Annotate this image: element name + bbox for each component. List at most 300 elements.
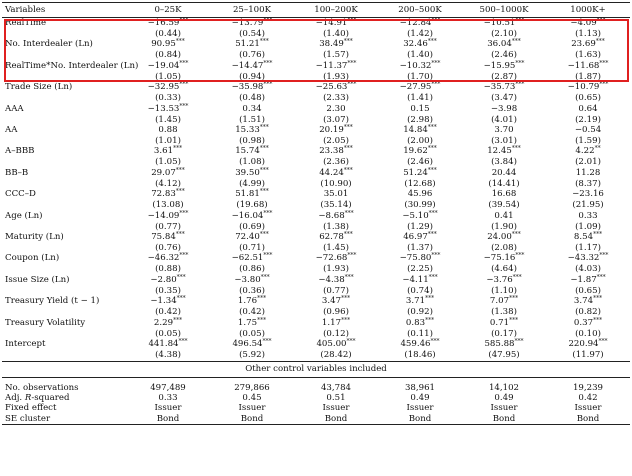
standard-error: (2.10) xyxy=(491,29,517,39)
se-row-treasury-volatility xyxy=(2,329,630,339)
coefficient-value: −10.32 xyxy=(399,60,432,71)
standard-error: (4.38) xyxy=(155,350,181,361)
coefficient xyxy=(126,189,210,200)
standard-error: (0.17) xyxy=(491,328,517,339)
coefficient-value: 36.04 xyxy=(487,39,512,50)
coefficient xyxy=(210,296,294,307)
standard-error: (2.00) xyxy=(407,136,433,147)
significance-stars: *** xyxy=(593,231,603,239)
coefficient xyxy=(210,318,294,329)
blank-cell xyxy=(2,115,126,125)
coefficient xyxy=(462,275,546,286)
significance-stars: *** xyxy=(259,38,269,46)
coefficient xyxy=(210,232,294,243)
standard-error: (0.77) xyxy=(155,221,181,232)
significance-stars: *** xyxy=(179,252,189,260)
significance-stars: *** xyxy=(427,124,437,132)
standard-error: (47.95) xyxy=(488,350,520,361)
standard-error: (5.92) xyxy=(239,350,265,361)
significance-stars: *** xyxy=(599,252,609,260)
coefficient xyxy=(294,253,378,264)
header-col-0-25k: 0–25K xyxy=(126,3,210,18)
significance-stars: *** xyxy=(347,252,357,260)
significance-stars: *** xyxy=(509,295,519,303)
standard-error: (4.01) xyxy=(491,114,517,125)
standard-error: (28.42) xyxy=(320,350,352,361)
stat-value: 0.49 xyxy=(494,392,514,403)
standard-error: (0.12) xyxy=(323,328,349,339)
coefficient xyxy=(462,211,546,222)
coefficient-value: 0.37 xyxy=(573,317,594,328)
coefficient xyxy=(462,318,546,329)
coefficient xyxy=(294,39,378,50)
standard-error: (1.40) xyxy=(323,29,349,39)
coefficient-value: 8.54 xyxy=(573,232,594,243)
significance-stars: *** xyxy=(343,124,353,132)
se-row-ccc-d xyxy=(2,200,630,210)
coefficient-value: −14.47 xyxy=(231,60,264,71)
coefficient xyxy=(378,18,462,30)
coefficient-value: 12.45 xyxy=(487,146,512,157)
coefficient-value: −62.51 xyxy=(231,253,264,264)
variable-name: AA xyxy=(5,125,18,136)
stat-value: Issuer xyxy=(154,403,182,414)
standard-error: (2.36) xyxy=(323,157,349,168)
significance-stars: *** xyxy=(178,338,188,346)
stat-value: Issuer xyxy=(490,403,518,414)
variable-name: AAA xyxy=(5,103,24,114)
stat-value: 0.49 xyxy=(410,392,430,403)
coefficient-value: 23.38 xyxy=(319,146,344,157)
coefficient xyxy=(210,211,294,222)
stat-value: 0.33 xyxy=(158,392,178,403)
standard-error: (0.42) xyxy=(239,307,265,318)
coefficient xyxy=(294,104,378,115)
blank-cell xyxy=(2,264,126,274)
variable-name: RealTime*No. Interdealer (Ln) xyxy=(5,60,139,71)
significance-stars: *** xyxy=(593,316,603,324)
significance-stars: *** xyxy=(179,102,189,110)
stat-value: 0.51 xyxy=(326,392,346,403)
stat-value: Bond xyxy=(126,414,210,425)
stat-row-no-observations xyxy=(2,383,630,393)
coefficient-value: 19.62 xyxy=(403,146,428,157)
standard-error: (0.69) xyxy=(239,221,265,232)
significance-stars: *** xyxy=(344,273,354,281)
variable-name: Issue Size (Ln) xyxy=(5,274,70,285)
header-col-1000k-plus: 1000K+ xyxy=(546,3,630,18)
coefficient xyxy=(210,253,294,264)
standard-error: (2.87) xyxy=(491,71,517,82)
coefficient-value: 2.30 xyxy=(326,103,346,114)
standard-error: (1.37) xyxy=(407,243,433,254)
coefficient-value: −16.59 xyxy=(147,18,180,28)
coefficient-value: −8.68 xyxy=(318,210,345,221)
coefficient-value: −10.79 xyxy=(567,82,600,93)
se-row-realtime-no-interdealer-ln xyxy=(2,72,630,82)
stat-name: SE cluster xyxy=(2,414,126,425)
coefficient xyxy=(378,104,462,115)
significance-stars: *** xyxy=(431,59,441,67)
coefficient xyxy=(462,82,546,93)
coefficient xyxy=(378,296,462,307)
significance-stars: *** xyxy=(259,166,269,174)
regression-table-container xyxy=(2,2,630,425)
coefficient xyxy=(294,168,378,179)
coefficient-value: 72.40 xyxy=(235,232,260,243)
standard-error: (3.07) xyxy=(323,114,349,125)
variable-name: RealTime xyxy=(5,18,47,28)
standard-error: (4.64) xyxy=(491,264,517,275)
coefficient xyxy=(294,232,378,243)
standard-error: (0.94) xyxy=(239,71,265,82)
blank-cell xyxy=(2,350,126,361)
significance-stars: *** xyxy=(427,166,437,174)
significance-stars: *** xyxy=(346,338,356,346)
coefficient-value: 45.96 xyxy=(407,189,433,200)
significance-stars: *** xyxy=(430,338,440,346)
coefficient-value: 29.07 xyxy=(151,167,176,178)
standard-error: (0.35) xyxy=(155,285,181,296)
se-row-maturity-ln xyxy=(2,243,630,253)
coefficient xyxy=(462,253,546,264)
coefficient xyxy=(546,211,630,222)
row-age-ln xyxy=(2,211,630,222)
significance-stars: *** xyxy=(263,59,273,67)
significance-stars: *** xyxy=(515,81,525,89)
significance-stars: *** xyxy=(425,295,435,303)
coefficient xyxy=(546,253,630,264)
variable-name: Age (Ln) xyxy=(5,210,43,221)
header-col-25-100k: 25–100K xyxy=(210,3,294,18)
stat-value: 43,784 xyxy=(320,382,352,393)
significance-stars: *** xyxy=(599,81,609,89)
standard-error: (1.08) xyxy=(239,157,265,168)
significance-stars: *** xyxy=(427,145,437,153)
standard-error: (1.57) xyxy=(323,50,349,61)
header-variables: Variables xyxy=(2,3,126,18)
coefficient xyxy=(378,318,462,329)
coefficient xyxy=(294,18,378,30)
coefficient xyxy=(210,18,294,30)
coefficient-value: 0.33 xyxy=(578,210,598,221)
coefficient-value: 459.46 xyxy=(400,339,431,350)
coefficient xyxy=(546,18,630,30)
standard-error: (0.48) xyxy=(239,93,265,104)
coefficient-value: −16.04 xyxy=(231,210,264,221)
standard-error: (1.40) xyxy=(407,50,433,61)
coefficient-value: 0.83 xyxy=(405,317,426,328)
se-row-coupon-ln xyxy=(2,264,630,274)
coefficient-value: −11.68 xyxy=(567,60,600,71)
significance-stars: *** xyxy=(599,59,609,67)
coefficient xyxy=(546,104,630,115)
significance-stars: *** xyxy=(259,124,269,132)
coefficient-value: −4.11 xyxy=(402,274,429,285)
standard-error: (0.42) xyxy=(155,307,181,318)
se-row-treasury-yield-t-1 xyxy=(2,307,630,317)
se-row-a-bbb xyxy=(2,157,630,167)
standard-error: (39.54) xyxy=(488,200,520,211)
table-body xyxy=(2,18,630,425)
coefficient-value: −12.84 xyxy=(399,18,432,28)
significance-stars: *** xyxy=(262,338,272,346)
coefficient-value: 3.74 xyxy=(573,296,594,307)
stat-value: 0.45 xyxy=(242,392,262,403)
variable-name: CCC–D xyxy=(5,189,36,200)
significance-stars: *** xyxy=(259,231,269,239)
variable-name: Maturity (Ln) xyxy=(5,232,64,243)
coefficient xyxy=(378,339,462,350)
significance-stars: *** xyxy=(175,188,185,196)
coefficient xyxy=(126,146,210,157)
coefficient-value: 4.22 xyxy=(575,146,595,157)
coefficient-value: −4.38 xyxy=(318,274,345,285)
standard-error: (0.82) xyxy=(575,307,601,318)
coefficient-value: −5.10 xyxy=(402,210,429,221)
row-treasury-yield-t-1 xyxy=(2,296,630,307)
standard-error: (0.65) xyxy=(575,285,601,296)
coefficient-value: 15.33 xyxy=(235,125,260,136)
se-row-aaa xyxy=(2,115,630,125)
significance-stars: *** xyxy=(428,273,438,281)
standard-error: (0.74) xyxy=(407,285,433,296)
coefficient-value: 16.68 xyxy=(491,189,517,200)
coefficient-value: 7.07 xyxy=(489,296,510,307)
standard-error: (2.46) xyxy=(491,50,517,61)
coefficient xyxy=(462,104,546,115)
coefficient xyxy=(294,296,378,307)
standard-error: (19.68) xyxy=(236,200,268,211)
stat-value: 0.42 xyxy=(578,392,598,403)
stat-value: Issuer xyxy=(322,403,350,414)
significance-stars: *** xyxy=(347,17,357,24)
blank-cell xyxy=(2,50,126,60)
standard-error: (1.87) xyxy=(575,71,601,82)
blank-cell xyxy=(2,329,126,339)
coefficient xyxy=(210,189,294,200)
coefficient-value: −3.80 xyxy=(234,274,261,285)
standard-error: (0.05) xyxy=(239,328,265,339)
standard-error: (3.47) xyxy=(491,93,517,104)
coefficient xyxy=(294,275,378,286)
standard-error: (1.41) xyxy=(407,93,433,104)
coefficient-value: 0.34 xyxy=(242,103,262,114)
standard-error: (0.10) xyxy=(575,328,601,339)
coefficient xyxy=(546,61,630,72)
significance-stars: *** xyxy=(179,209,189,217)
variable-name: Coupon (Ln) xyxy=(5,253,60,264)
coefficient xyxy=(378,61,462,72)
variable-name: BB–B xyxy=(5,167,29,178)
significance-stars: *** xyxy=(259,188,269,196)
stat-value: 38,961 xyxy=(404,382,436,393)
coefficient xyxy=(378,146,462,157)
blank-cell xyxy=(2,200,126,210)
standard-error: (1.51) xyxy=(239,114,265,125)
significance-stars: *** xyxy=(263,17,273,24)
coefficient xyxy=(294,189,378,200)
coefficient xyxy=(546,232,630,243)
blank-cell xyxy=(2,93,126,103)
significance-stars: *** xyxy=(344,209,354,217)
significance-stars: *** xyxy=(511,231,521,239)
standard-error: (1.38) xyxy=(491,307,517,318)
coefficient-value: −11.37 xyxy=(315,60,348,71)
coefficient xyxy=(378,125,462,136)
standard-error: (0.71) xyxy=(239,243,265,254)
stat-value: Issuer xyxy=(238,403,266,414)
significance-stars: *** xyxy=(511,38,521,46)
significance-stars: *** xyxy=(511,145,521,153)
standard-error: (2.01) xyxy=(575,157,601,168)
standard-error: (3.01) xyxy=(491,136,517,147)
coefficient xyxy=(210,82,294,93)
row-bb-b xyxy=(2,168,630,179)
significance-stars: *** xyxy=(341,295,351,303)
coefficient-value: 46.97 xyxy=(403,232,428,243)
coefficient-value: −14.09 xyxy=(147,210,180,221)
significance-stars: *** xyxy=(260,273,270,281)
standard-error: (0.65) xyxy=(575,93,601,104)
standard-error: (0.86) xyxy=(239,264,265,275)
coefficient-value: 39.50 xyxy=(235,167,260,178)
significance-stars: *** xyxy=(176,295,186,303)
standard-error: (1.17) xyxy=(575,243,601,254)
coefficient-value: 62.78 xyxy=(319,232,344,243)
coefficient xyxy=(126,339,210,350)
standard-error: (1.45) xyxy=(155,114,181,125)
standard-error: (0.54) xyxy=(239,29,265,39)
coefficient xyxy=(126,82,210,93)
standard-error: (1.45) xyxy=(323,243,349,254)
standard-error: (30.99) xyxy=(404,200,436,211)
coefficient-value: 90.95 xyxy=(151,39,176,50)
variable-name: Intercept xyxy=(5,339,46,350)
significance-stars: *** xyxy=(173,145,183,153)
blank-cell xyxy=(2,72,126,82)
coefficient xyxy=(378,82,462,93)
se-row-age-ln xyxy=(2,222,630,232)
coefficient-value: −35.98 xyxy=(231,82,264,93)
coefficient-value: −13.53 xyxy=(147,103,180,114)
coefficient-value: −10.51 xyxy=(483,18,516,28)
coefficient-value: 51.24 xyxy=(403,167,428,178)
coefficient xyxy=(126,296,210,307)
coefficient xyxy=(210,339,294,350)
coefficient xyxy=(546,146,630,157)
coefficient-value: 0.15 xyxy=(410,103,430,114)
coefficient xyxy=(462,339,546,350)
significance-stars: *** xyxy=(179,17,189,24)
coefficient xyxy=(294,125,378,136)
stat-value: 14,102 xyxy=(488,382,520,393)
coefficient-value: −43.32 xyxy=(567,253,600,264)
stat-name: No. observations xyxy=(5,382,79,393)
stat-value: Bond xyxy=(210,414,294,425)
row-aaa xyxy=(2,104,630,115)
variable-name: No. Interdealer (Ln) xyxy=(5,39,93,50)
standard-error: (0.11) xyxy=(407,328,433,339)
coefficient-value: 220.94 xyxy=(568,339,599,350)
standard-error: (12.68) xyxy=(404,178,436,189)
blank-cell xyxy=(2,179,126,189)
standard-error: (1.42) xyxy=(407,29,433,39)
standard-error: (0.36) xyxy=(239,285,265,296)
coefficient xyxy=(378,39,462,50)
coefficient-value: 20.19 xyxy=(319,125,344,136)
coefficient xyxy=(462,189,546,200)
coefficient xyxy=(546,82,630,93)
stat-value: Issuer xyxy=(406,403,434,414)
coefficient-value: 44.24 xyxy=(319,167,344,178)
significance-stars: *** xyxy=(257,316,267,324)
coefficient-value: 14.84 xyxy=(403,125,428,136)
coefficient-value: 51.81 xyxy=(235,189,260,200)
stat-value: Bond xyxy=(294,414,378,425)
coefficient xyxy=(294,82,378,93)
significance-stars: *** xyxy=(427,231,437,239)
standard-error: (0.44) xyxy=(155,29,181,39)
significance-stars: *** xyxy=(263,81,273,89)
coefficient-value: 1.76 xyxy=(237,296,258,307)
coefficient xyxy=(210,146,294,157)
coefficient-value: 3.61 xyxy=(153,146,174,157)
significance-stars: *** xyxy=(515,59,525,67)
significance-stars: *** xyxy=(509,316,519,324)
stat-value: 279,866 xyxy=(234,382,270,393)
standard-error: (4.12) xyxy=(155,178,181,189)
coefficient-value: 20.44 xyxy=(491,167,517,178)
header-col-100-200k: 100–200K xyxy=(294,3,378,18)
blank-cell xyxy=(2,157,126,167)
coefficient-value: 24.00 xyxy=(487,232,512,243)
coefficient xyxy=(126,125,210,136)
standard-error: (11.97) xyxy=(572,350,604,361)
standard-error: (2.46) xyxy=(407,157,433,168)
standard-error: (18.46) xyxy=(404,350,436,361)
standard-error: (0.88) xyxy=(155,264,181,275)
coefficient-value: −19.04 xyxy=(147,60,180,71)
coefficient-value: −1.34 xyxy=(150,296,177,307)
coefficient xyxy=(546,339,630,350)
coefficient-value: −0.54 xyxy=(574,125,602,136)
significance-stars: *** xyxy=(179,59,189,67)
standard-error: (0.05) xyxy=(155,328,181,339)
se-row-no-interdealer-ln xyxy=(2,50,630,60)
coefficient xyxy=(462,125,546,136)
coefficient xyxy=(462,61,546,72)
significance-stars: *** xyxy=(175,231,185,239)
coefficient xyxy=(294,318,378,329)
significance-stars: *** xyxy=(512,273,522,281)
coefficient xyxy=(546,39,630,50)
significance-stars: *** xyxy=(431,17,441,24)
significance-stars: *** xyxy=(259,145,269,153)
coefficient xyxy=(294,146,378,157)
stat-row-fixed-effect xyxy=(2,403,630,413)
significance-stars: *** xyxy=(176,273,186,281)
significance-stars: *** xyxy=(596,273,606,281)
significance-stars: *** xyxy=(596,17,606,24)
significance-stars: *** xyxy=(598,338,608,346)
coefficient xyxy=(126,104,210,115)
coefficient xyxy=(378,189,462,200)
coefficient xyxy=(546,318,630,329)
row-intercept xyxy=(2,339,630,350)
standard-error: (1.38) xyxy=(323,221,349,232)
coefficient xyxy=(126,39,210,50)
